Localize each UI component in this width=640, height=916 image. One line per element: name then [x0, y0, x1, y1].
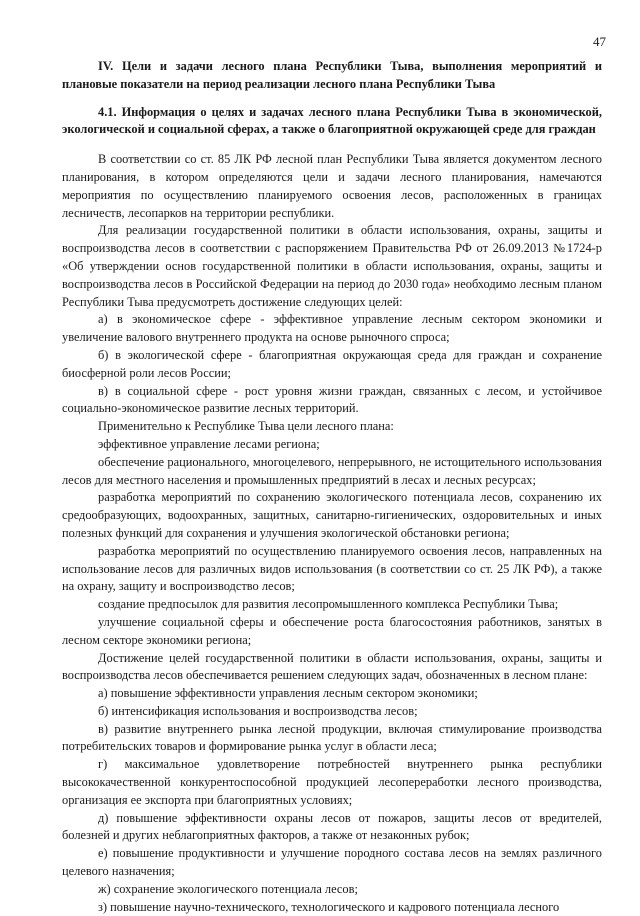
- subsection-title: 4.1. Информация о целях и задачах лесного плана Республики Тыва в экономической, экологической и социальной сферах, а также о благоприятной окружающей среде для граждан: [62, 104, 602, 137]
- regional-goal-item: разработка мероприятий по сохранению экологического потенциала лесов, сохранению их средообразующих, водоохранных, защитных, санитарно-гигиенических, оздоровительных и иных полезных функций для сохранения и улучшения экологической обстановки региона;: [62, 490, 602, 540]
- page-number: 47: [593, 34, 606, 49]
- task-item: в) развитие внутреннего рынка лесной продукции, включая стимулирование производства потребительских товаров и формирование рынка услуг в области леса;: [62, 721, 602, 754]
- regional-intro: Применительно к Республике Тыва цели лесного плана:: [98, 419, 394, 434]
- task-item: д) повышение эффективности охраны лесов от пожаров, защиты лесов от вредителей, болезней и других неблагоприятных факторов, а также от незаконных рубок;: [62, 810, 602, 843]
- tasks-intro: Достижение целей государственной политики в области использования, охраны, защиты и воспроизводства лесов обеспечивается решением следующих задач, обозначенных в лесном плане:: [62, 650, 602, 683]
- regional-goal-item: обеспечение рационального, многоцелевого, непрерывного, не истощительного использования лесов для местного населения и промышленных предприятий в лесах и лесных ресурсах;: [62, 454, 602, 487]
- regional-goal-item: эффективное управление лесами региона;: [98, 436, 320, 451]
- intro-paragraph: В соответствии со ст. 85 ЛК РФ лесной план Республики Тыва является документом лесного планирования, в котором определяются цели и задачи лесного планирования, намечаются мероприятия по осуществлению планируемого освоения лесов, расположенных в границах лесничеств, лесопарков на территории республики.: [62, 152, 602, 220]
- task-item: ж) сохранение экологического потенциала лесов;: [98, 881, 358, 896]
- goal-item: в) в социальной сфере - рост уровня жизни граждан, связанных с лесом, и устойчивое социально-экономическое развитие лесных территорий.: [62, 383, 602, 416]
- task-item: з) повышение научно-технического, технологического и кадрового потенциала лесного: [98, 899, 560, 914]
- regional-goal-item: создание предпосылок для развития лесопромышленного комплекса Республики Тыва;: [98, 597, 559, 612]
- regional-goal-item: улучшение социальной сферы и обеспечение роста благосостояния работников, занятых в лесном секторе экономики региона;: [62, 614, 602, 647]
- regional-goal-item: разработка мероприятий по осуществлению планируемого освоения лесов, направленных на использование лесов для различных видов использования (в соответствии со ст. 25 ЛК РФ), а также на охрану, защиту и воспроизводство лесов;: [62, 543, 602, 594]
- task-item: г) максимальное удовлетворение потребностей внутреннего рынка республики высококачественной конкурентоспособной продукцией лесопереработки лесного производства, организация ее экспорта при благоприятных условиях;: [62, 757, 602, 807]
- document-body: [62, 58, 602, 916]
- task-item: е) повышение продуктивности и улучшение породного состава лесов на землях различного целевого назначения;: [62, 846, 602, 879]
- task-item: б) интенсификация использования и воспроизводства лесов;: [98, 703, 418, 718]
- goal-item: б) в экологической сфере - благоприятная окружающая среда для граждан и сохранение биосферной роли лесов России;: [62, 347, 602, 380]
- section-title: IV. Цели и задачи лесного плана Республики Тыва, выполнения мероприятий и плановые показатели на период реализации лесного плана Республики Тыва: [62, 59, 602, 91]
- task-item: а) повышение эффективности управления лесным сектором экономики;: [98, 686, 478, 701]
- goal-item: а) в экономическое сфере - эффективное управление лесным сектором экономики и увеличение валового внутреннего продукта на основе рыночного спроса;: [62, 312, 602, 345]
- intro-paragraph: Для реализации государственной политики в области использования, охраны, защиты и воспроизводства лесов в соответствии с распоряжением Правительства РФ от 26.09.2013 №1724-р «Об утверждении основ государственной политики в области использования, охраны, защиты и воспроизводства лесов в Российской Федерации на период до 2030 года» необходимо лесным планом Республики Тыва предусмотреть достижение следующих целей:: [62, 223, 602, 309]
